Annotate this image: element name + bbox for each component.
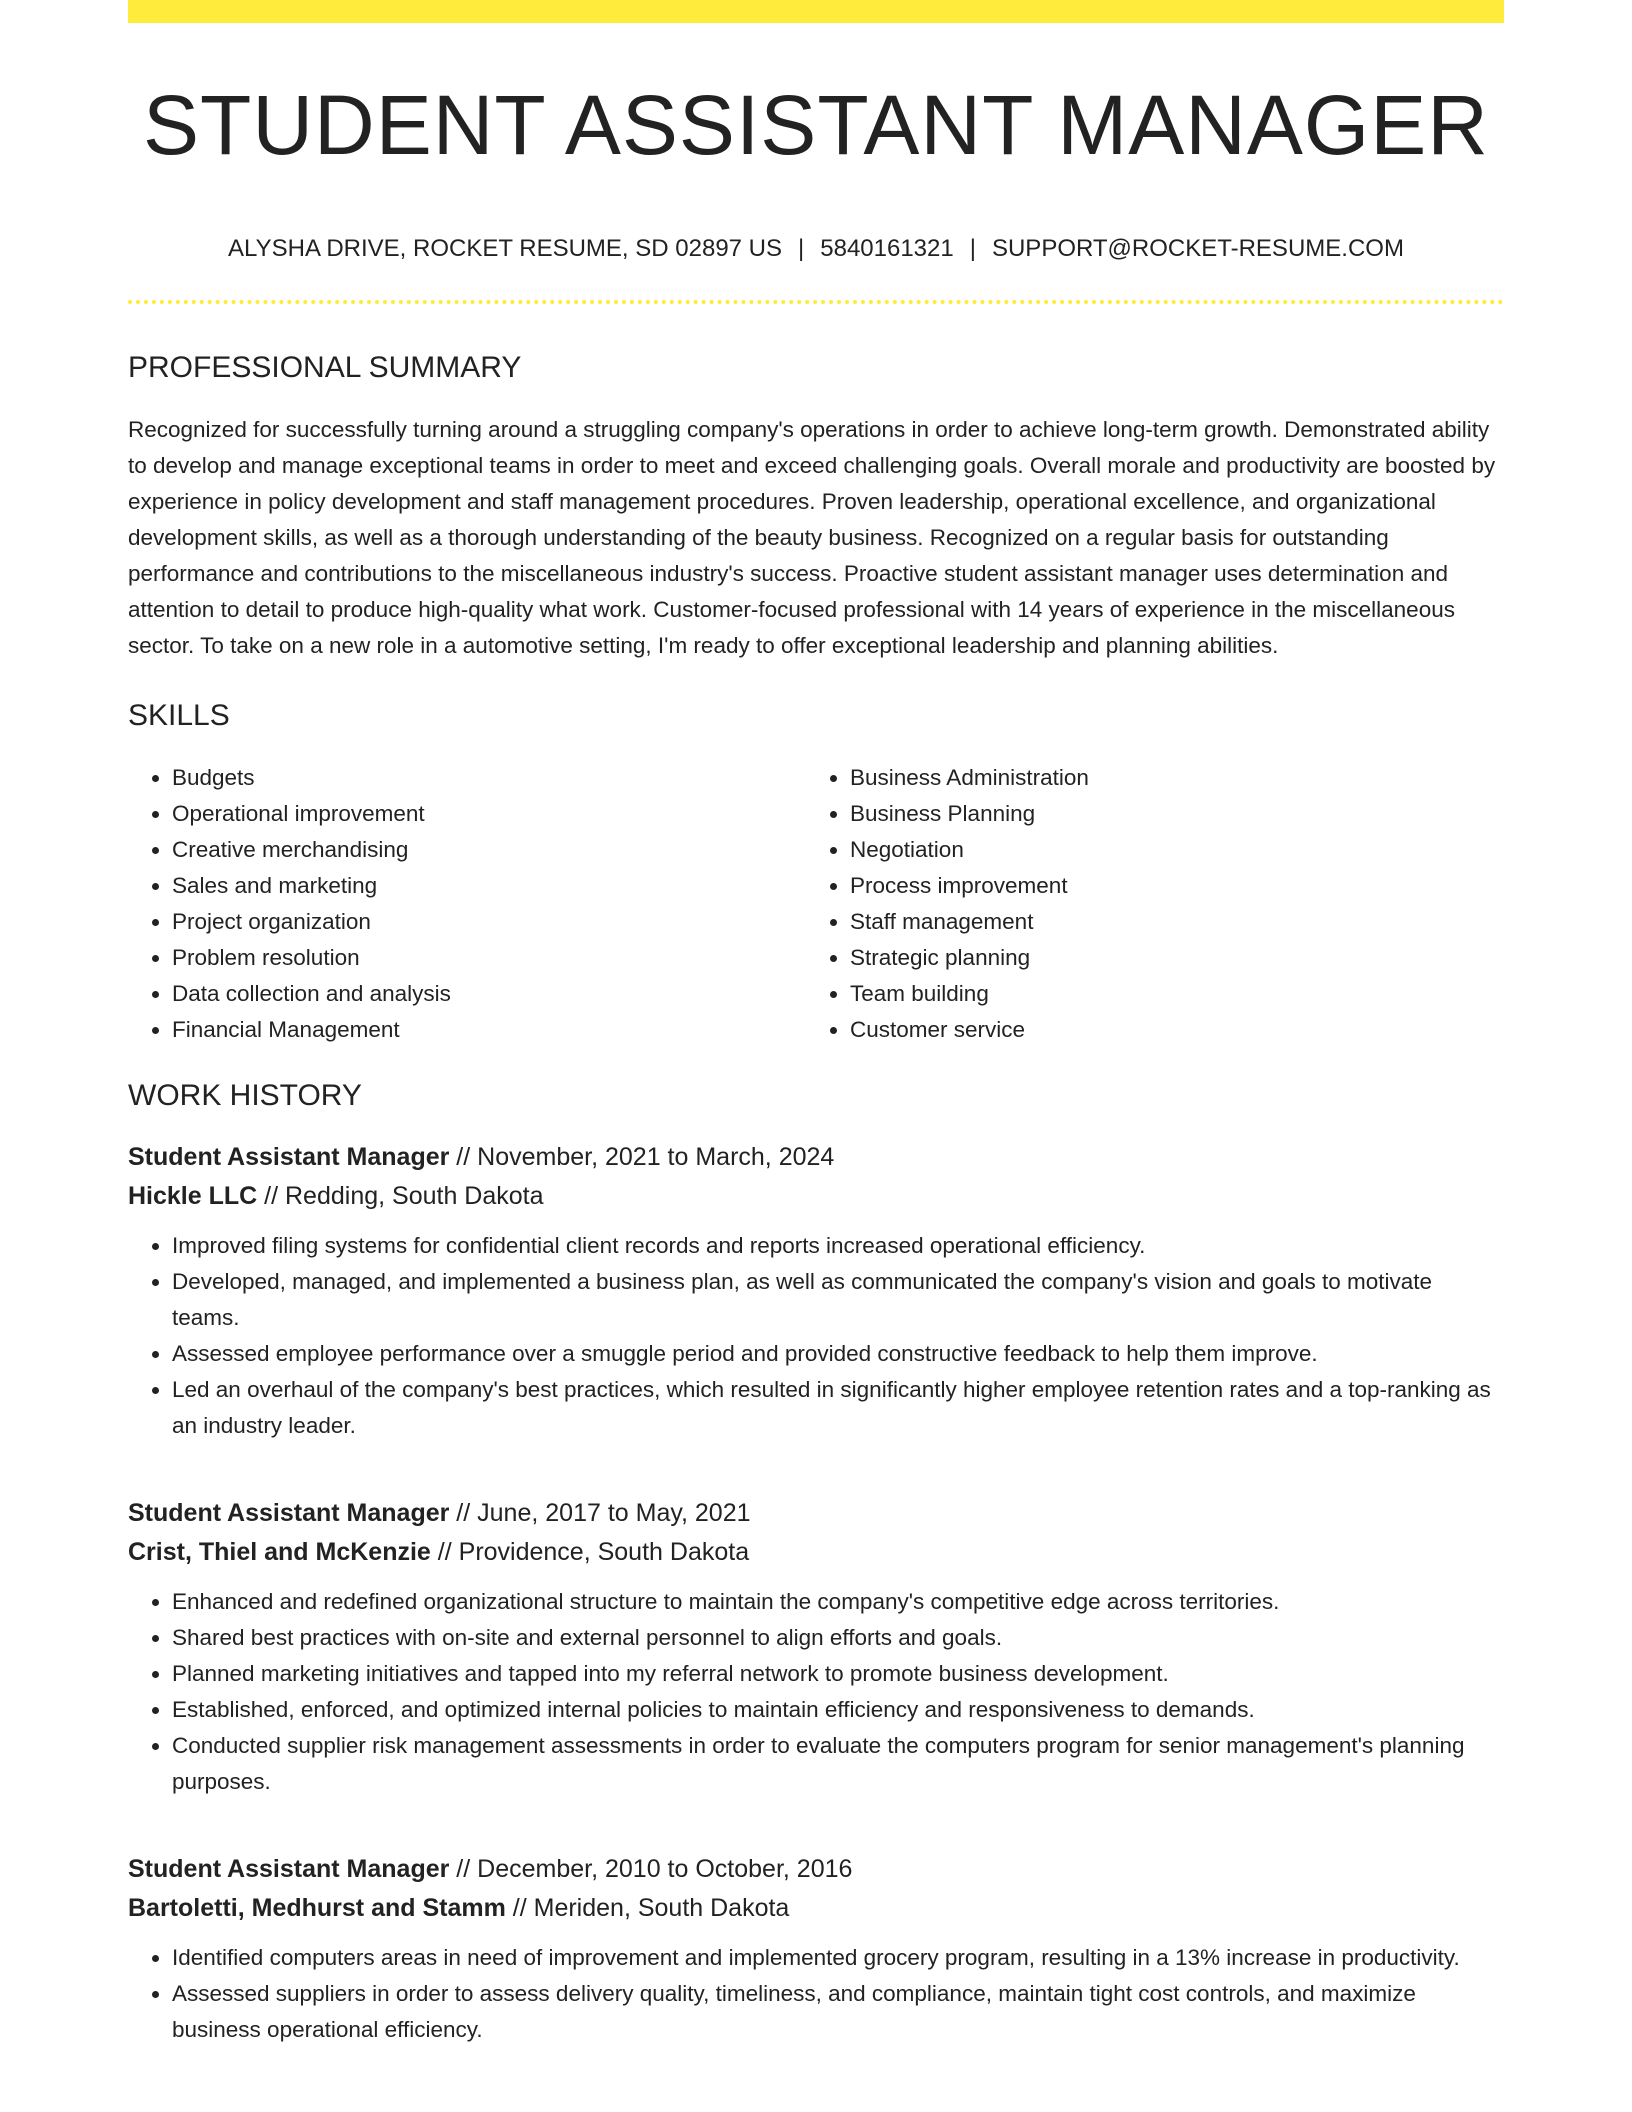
skill-item: • Budgets <box>172 760 806 796</box>
skills-column-right <box>806 760 1484 1048</box>
job-entry <box>128 1850 1504 2048</box>
job-title-line <box>128 1494 1504 1533</box>
skill-item: • Problem resolution <box>172 940 806 976</box>
job-title: Student Assistant Manager <box>128 1143 450 1172</box>
contact-email: SUPPORT@ROCKET-RESUME.COM <box>991 235 1404 263</box>
job-bullet: • Conducted supplier risk management assessments in order to evaluate the computers program for senior management's planning purposes. <box>172 1728 1504 1800</box>
job-bullet: • Assessed employee performance over a smuggle period and provided constructive feedback to help them improve. <box>172 1336 1504 1372</box>
dotted-divider <box>128 300 1504 304</box>
job-bullet-list <box>128 1940 1504 2048</box>
job-title-line <box>128 1138 1504 1177</box>
job-separator: // <box>505 1894 534 1923</box>
section-title-skills: SKILLS <box>128 699 230 733</box>
contact-address: ALYSHA DRIVE, ROCKET RESUME, SD 02897 US <box>228 235 783 263</box>
job-bullet: • Enhanced and redefined organizational structure to maintain the company's competitive edge across territories. <box>172 1584 1504 1620</box>
resume-name: STUDENT ASSISTANT MANAGER <box>143 78 1489 172</box>
skill-item: • Business Planning <box>850 796 1484 832</box>
job-dates: June, 2017 to May, 2021 <box>477 1499 751 1528</box>
skill-item: • Sales and marketing <box>172 868 806 904</box>
job-company: Crist, Thiel and McKenzie <box>128 1538 431 1567</box>
job-separator: // <box>257 1182 285 1211</box>
skill-item: • Negotiation <box>850 832 1484 868</box>
job-dates: December, 2010 to October, 2016 <box>477 1855 853 1884</box>
job-separator: // <box>449 1855 478 1884</box>
job-bullet: • Assessed suppliers in order to assess delivery quality, timeliness, and compliance, maintain tight cost controls, and maximize business operational efficiency. <box>172 1976 1504 2048</box>
skills-column-left <box>128 760 806 1048</box>
contact-phone: 5840161321 <box>820 235 954 263</box>
skill-item: • Team building <box>850 976 1484 1012</box>
job-bullet-list <box>128 1584 1504 1800</box>
skill-item: • Financial Management <box>172 1012 806 1048</box>
job-bullet: • Shared best practices with on-site and external personnel to align efforts and goals. <box>172 1620 1504 1656</box>
job-company: Bartoletti, Medhurst and Stamm <box>128 1894 506 1923</box>
job-bullet: • Identified computers areas in need of improvement and implemented grocery program, resulting in a 13% increase in productivity. <box>172 1940 1504 1976</box>
job-location: Redding, South Dakota <box>285 1182 544 1211</box>
job-location: Meriden, South Dakota <box>533 1894 790 1923</box>
skills-grid <box>128 760 1504 1048</box>
skill-item: • Creative merchandising <box>172 832 806 868</box>
job-location: Providence, South Dakota <box>458 1538 750 1567</box>
job-bullet: • Improved filing systems for confidential client records and reports increased operational efficiency. <box>172 1228 1504 1264</box>
job-separator: // <box>430 1538 459 1567</box>
skill-item: • Data collection and analysis <box>172 976 806 1012</box>
accent-top-bar <box>128 0 1504 23</box>
section-title-work-history: WORK HISTORY <box>128 1079 362 1113</box>
job-entry <box>128 1138 1504 1444</box>
skill-item: • Project organization <box>172 904 806 940</box>
summary-text: Recognized for successfully turning around a struggling company's operations in order to achieve long-term growth. Demonstrated ability to develop and manage exceptional teams in order to meet and exceed challenging goals. Overall morale and productivity are boosted by experience in policy development and staff management procedures. Proven leadership, operational excellence, and organizational development skills, as well as a thorough understanding of the beauty business. Recognized on a regular basis for outstanding performance and contributions to the miscellaneous industry's success. Proactive student assistant manager uses determination and attention to detail to produce high-quality what work. Customer-focused professional with 14 years of experience in the miscellaneous sector. To take on a new role in a automotive setting, I'm ready to offer exceptional leadership and planning abilities. <box>128 417 1496 659</box>
contact-line <box>128 235 1504 264</box>
skill-item: • Business Administration <box>850 760 1484 796</box>
skill-item: • Staff management <box>850 904 1484 940</box>
skill-item: • Customer service <box>850 1012 1484 1048</box>
job-company-line <box>128 1177 1504 1216</box>
job-title: Student Assistant Manager <box>128 1499 450 1528</box>
job-company-line <box>128 1533 1504 1572</box>
job-company-line <box>128 1889 1504 1928</box>
skill-item: • Process improvement <box>850 868 1484 904</box>
contact-separator: | <box>798 235 805 263</box>
job-bullet: • Developed, managed, and implemented a business plan, as well as communicated the company's vision and goals to motivate teams. <box>172 1264 1504 1336</box>
job-separator: // <box>449 1499 478 1528</box>
job-entry <box>128 1494 1504 1800</box>
job-bullet: • Established, enforced, and optimized internal policies to maintain efficiency and responsiveness to demands. <box>172 1692 1504 1728</box>
section-title-summary: PROFESSIONAL SUMMARY <box>128 351 522 385</box>
skill-item: • Strategic planning <box>850 940 1484 976</box>
job-bullet-list <box>128 1228 1504 1444</box>
job-bullet: • Planned marketing initiatives and tapped into my referral network to promote business development. <box>172 1656 1504 1692</box>
work-history-list <box>128 1138 1504 2048</box>
job-dates: November, 2021 to March, 2024 <box>477 1143 835 1172</box>
job-title: Student Assistant Manager <box>128 1855 450 1884</box>
resume-page <box>128 0 1504 2048</box>
job-bullet: • Led an overhaul of the company's best practices, which resulted in significantly higher employee retention rates and a top-ranking as an industry leader. <box>172 1372 1504 1444</box>
skill-item: • Operational improvement <box>172 796 806 832</box>
job-separator: // <box>449 1143 478 1172</box>
contact-separator: | <box>969 235 976 263</box>
job-company: Hickle LLC <box>128 1182 258 1211</box>
job-title-line <box>128 1850 1504 1889</box>
